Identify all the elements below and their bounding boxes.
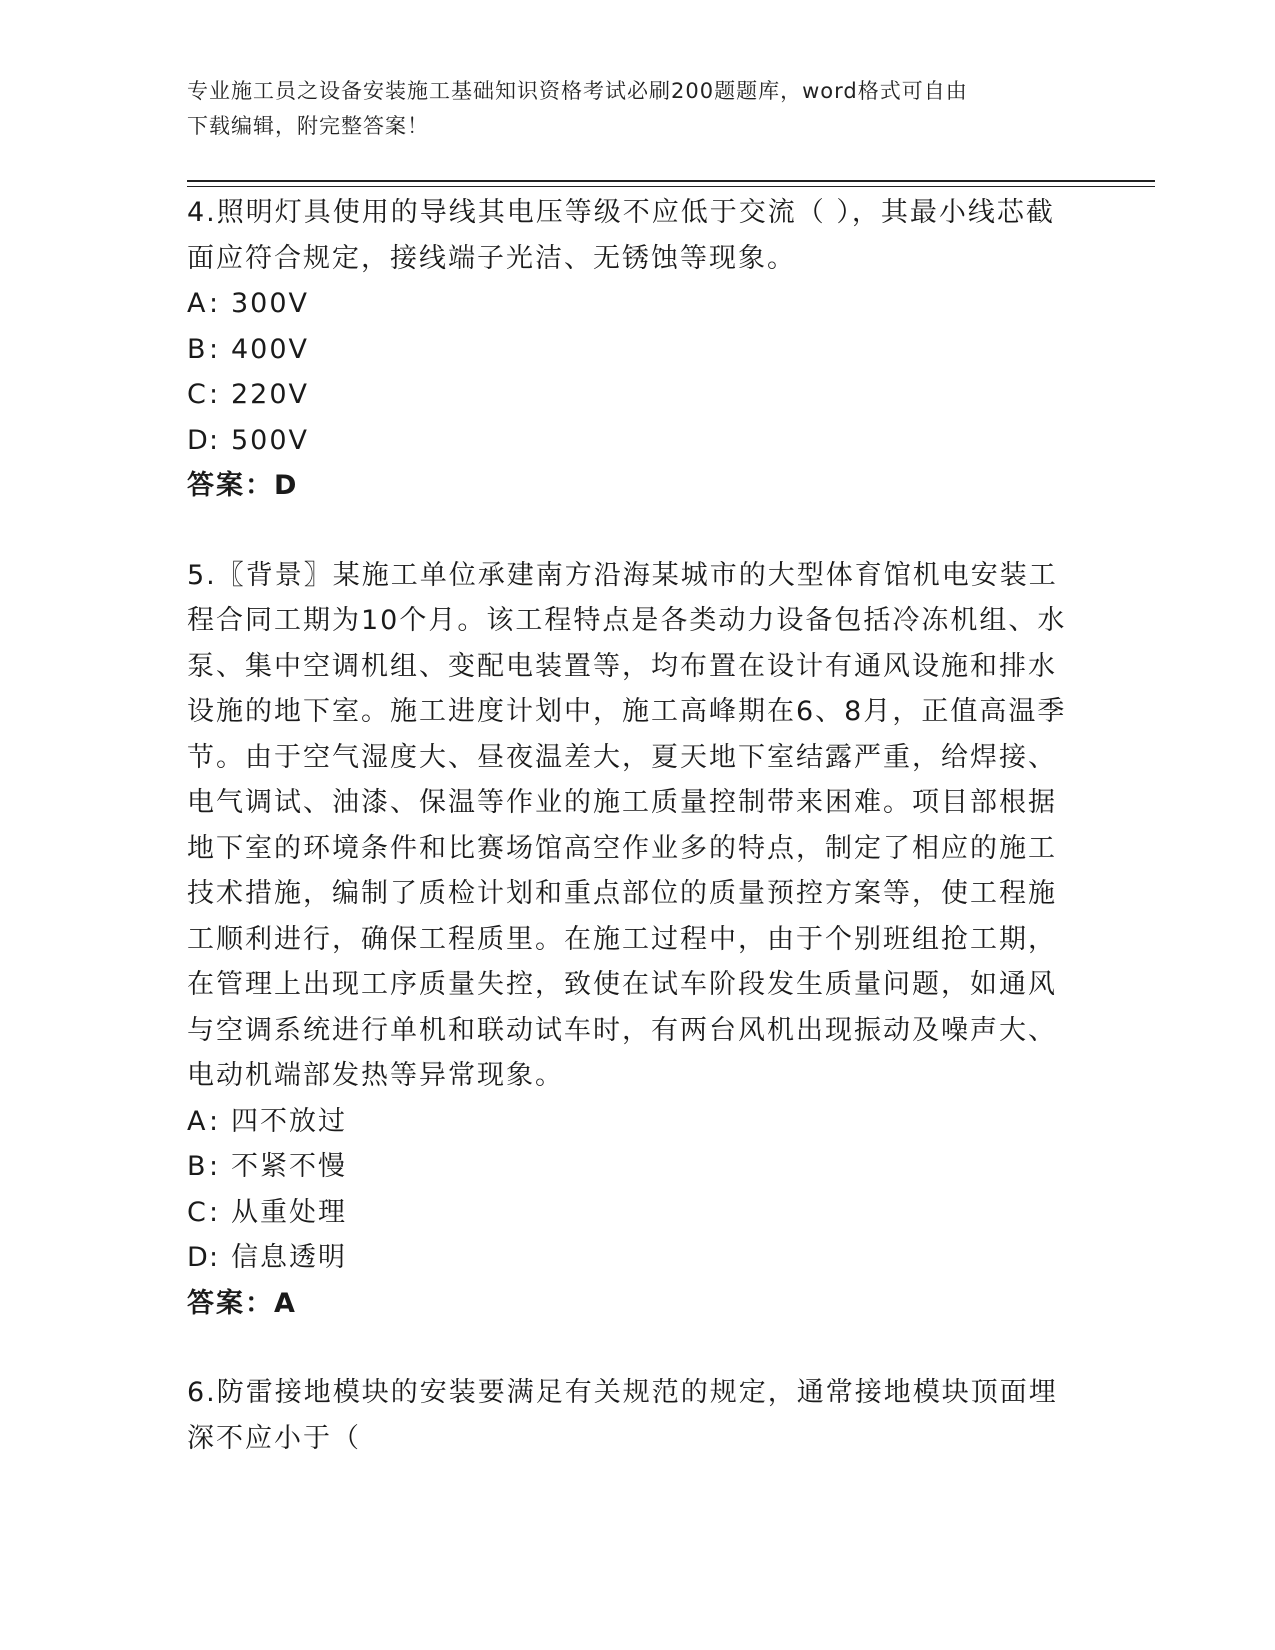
- question-text-line: 与空调系统进行单机和联动试车时，有两台风机出现振动及噪声大、: [187, 1014, 1057, 1046]
- answer-line: [187, 1281, 1087, 1327]
- question-text-line: 泵、集中空调机组、变配电装置等，均布置在设计有通风设施和排水: [187, 650, 1057, 682]
- question-text-line: 技术措施，编制了质检计划和重点部位的质量预控方案等，使工程施: [187, 878, 1057, 909]
- question-text-line: 5.〖背景〗某施工单位承建南方沿海某城市的大型体育馆机电安装工: [187, 559, 1058, 591]
- header-line-2: 下载编辑，附完整答案！: [187, 114, 429, 138]
- question-text-line: 工顺利进行，确保工程质里。在施工过程中，由于个别班组抢工期，: [187, 923, 1057, 955]
- question-text-line: 电气调试、油漆、保温等作业的施工质量控制带来困难。项目部根据: [187, 787, 1057, 818]
- option-text: 四不放过: [231, 1105, 347, 1137]
- header-line-1: 专业施工员之设备安装施工基础知识资格考试必刷200题题库，word格式可自由: [187, 79, 968, 103]
- option-a: [187, 281, 1087, 327]
- option-colon: :: [209, 424, 221, 456]
- option-colon: :: [209, 333, 221, 365]
- question-list: [187, 190, 1087, 1461]
- option-d: [187, 1235, 1087, 1281]
- option-letter: D: [187, 424, 210, 456]
- question-6: [187, 1370, 1087, 1461]
- option-b: [187, 327, 1087, 373]
- header-divider-thick: [187, 180, 1155, 182]
- option-letter: C: [187, 379, 208, 410]
- question-text-line: 6.防雷接地模块的安装要满足有关规范的规定，通常接地模块顶面埋: [187, 1377, 1058, 1408]
- question-text-line: 地下室的环境条件和比赛场馆高空作业多的特点，制定了相应的施工: [187, 832, 1057, 864]
- option-c: [187, 1190, 1087, 1236]
- question-text-line: 在管理上出现工序质量失控，致使在试车阶段发生质量问题，如通风: [187, 969, 1057, 1000]
- option-colon: :: [209, 379, 221, 410]
- option-colon: :: [209, 1151, 221, 1182]
- option-letter: A: [187, 1105, 208, 1137]
- option-colon: :: [209, 288, 221, 319]
- option-text: 220V: [231, 379, 310, 410]
- option-text: 300V: [231, 288, 310, 319]
- option-letter: B: [187, 1151, 208, 1182]
- option-text: 不紧不慢: [231, 1151, 347, 1182]
- question-spacer: [187, 1326, 1087, 1370]
- answer-label: 答案：: [187, 470, 274, 501]
- question-5: [187, 553, 1087, 1327]
- option-letter: D: [187, 1242, 210, 1273]
- question-text-line: 电动机端部发热等异常现象。: [187, 1060, 564, 1091]
- option-text: 500V: [231, 424, 310, 456]
- option-text: 400V: [231, 333, 310, 365]
- answer-label: 答案：: [187, 1287, 274, 1319]
- question-text-line: 面应符合规定，接线端子光洁、无锈蚀等现象。: [187, 242, 796, 274]
- option-a: [187, 1099, 1087, 1145]
- question-text-line: 4.照明灯具使用的导线其电压等级不应低于交流（ ），其最小线芯截: [187, 197, 1055, 228]
- question-text-line: 设施的地下室。施工进度计划中，施工高峰期在6、8月，正值高温季: [187, 696, 1067, 727]
- question-text-line: 程合同工期为10个月。该工程特点是各类动力设备包括冷冻机组、水: [187, 605, 1067, 636]
- option-colon: :: [209, 1105, 221, 1137]
- question-4: [187, 190, 1087, 509]
- option-text: 从重处理: [231, 1196, 347, 1228]
- option-c: [187, 372, 1087, 418]
- option-b: [187, 1144, 1087, 1190]
- option-text: 信息透明: [231, 1242, 347, 1273]
- question-spacer: [187, 509, 1087, 553]
- header-divider-thin: [187, 186, 1155, 187]
- question-text-line: 节。由于空气湿度大、昼夜温差大，夏天地下室结露严重，给焊接、: [187, 741, 1057, 773]
- option-letter: A: [187, 288, 208, 319]
- option-letter: B: [187, 333, 208, 365]
- option-d: [187, 418, 1087, 464]
- answer-value: D: [274, 470, 299, 501]
- answer-line: [187, 463, 1087, 509]
- option-colon: :: [209, 1196, 221, 1228]
- document-header: [187, 74, 1087, 144]
- question-text-line: 深不应小于（: [187, 1422, 361, 1454]
- option-letter: C: [187, 1196, 208, 1228]
- answer-value: A: [274, 1287, 297, 1319]
- option-colon: :: [209, 1242, 221, 1273]
